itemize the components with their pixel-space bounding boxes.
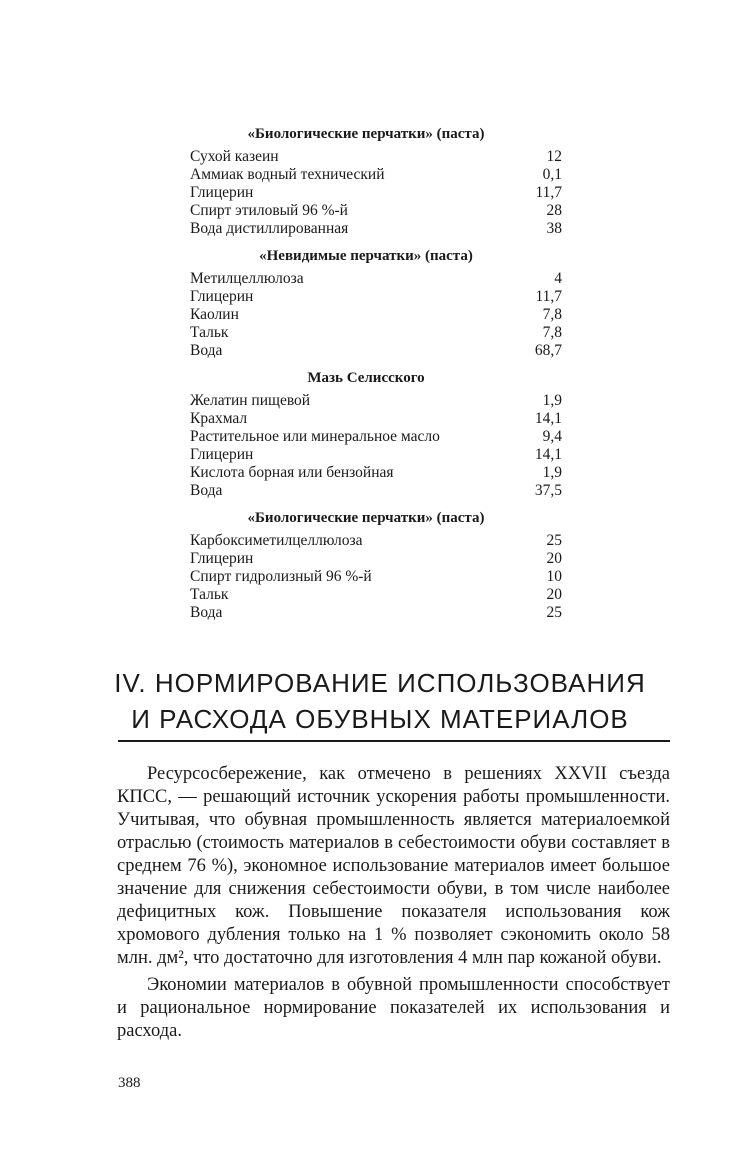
- recipe-block: [190, 246, 562, 360]
- ingredient-qty: 25: [546, 604, 562, 621]
- paragraph: Ресурсосбережение, как отмечено в решениях XXVII съезда КПСС, — решающий источник ускорения работы промышленности. Учитывая, что обувная промышленность является материалоемкой отраслью (стоимость материалов в себестоимости обуви составляет в среднем 76 %), экономное использование материалов имеет большое значение для снижения себестоимости обуви, в том числе наиболее дефицитных кож. Повышение показателя использования кож хромового дубления только на 1 % позволяет сэкономить около 58 млн. дм², что достаточно для изготовления 4 млн пар кожаной обуви.: [117, 764, 670, 968]
- ingredient-name: Каолин: [190, 306, 239, 323]
- ingredient-qty: 1,9: [542, 464, 562, 481]
- ingredient-qty: 0,1: [542, 166, 562, 183]
- ingredient-qty: 11,7: [535, 288, 562, 305]
- section-heading-line: IV. НОРМИРОВАНИЕ ИСПОЛЬЗОВАНИЯ: [114, 668, 646, 698]
- ingredient-name: Карбоксиметилцеллюлоза: [190, 532, 363, 549]
- recipe-row: [190, 532, 562, 550]
- ingredient-name: Крахмал: [190, 410, 248, 427]
- recipe-title: «Невидимые перчатки» (паста): [259, 248, 473, 264]
- ingredient-name: Тальк: [190, 586, 229, 603]
- ingredient-qty: 37,5: [534, 482, 562, 499]
- recipe-row: [190, 428, 562, 446]
- ingredient-name: Сухой казеин: [190, 148, 279, 165]
- recipe-row: [190, 482, 562, 500]
- ingredient-qty: 1,9: [542, 392, 562, 409]
- recipe-block: [190, 124, 562, 238]
- ingredient-qty: 12: [546, 148, 562, 165]
- recipe-row: [190, 324, 562, 342]
- recipe-row: [190, 270, 562, 288]
- ingredient-name: Вода: [190, 604, 223, 621]
- recipe-row: [190, 586, 562, 604]
- ingredient-qty: 11,7: [535, 184, 562, 201]
- recipe-row: [190, 148, 562, 166]
- ingredient-qty: 68,7: [534, 342, 562, 359]
- ingredient-qty: 20: [546, 550, 562, 567]
- ingredient-qty: 14,1: [534, 410, 562, 427]
- recipe-row: [190, 568, 562, 586]
- body-text: [117, 763, 670, 1043]
- page-number: 388: [118, 1075, 141, 1091]
- recipe-list: [190, 124, 562, 630]
- recipe-title: Мазь Селисского: [307, 370, 425, 386]
- recipe-row: [190, 550, 562, 568]
- recipe-row: [190, 220, 562, 238]
- ingredient-name: Глицерин: [190, 184, 254, 201]
- ingredient-qty: 7,8: [542, 306, 562, 323]
- ingredient-qty: 9,4: [542, 428, 562, 445]
- ingredient-name: Растительное или минеральное масло: [190, 428, 440, 445]
- recipe-row: [190, 202, 562, 220]
- ingredient-qty: 4: [554, 270, 562, 287]
- ingredient-qty: 25: [546, 532, 562, 549]
- ingredient-qty: 20: [546, 586, 562, 603]
- ingredient-qty: 14,1: [534, 446, 562, 463]
- recipe-title: «Биологические перчатки» (паста): [247, 126, 485, 142]
- section-divider: [118, 740, 670, 742]
- ingredient-qty: 7,8: [542, 324, 562, 341]
- ingredient-name: Спирт гидролизный 96 %-й: [190, 568, 372, 585]
- recipe-row: [190, 342, 562, 360]
- ingredient-name: Глицерин: [190, 550, 254, 567]
- ingredient-qty: 10: [546, 568, 562, 585]
- recipe-row: [190, 288, 562, 306]
- ingredient-qty: 28: [546, 202, 562, 219]
- paragraph: Экономии материалов в обувной промышленности способствует и рациональное нормирование показателей их использования и расхода.: [117, 975, 670, 1041]
- ingredient-name: Вода: [190, 482, 223, 499]
- recipe-row: [190, 166, 562, 184]
- recipe-row: [190, 306, 562, 324]
- ingredient-name: Тальк: [190, 324, 229, 341]
- ingredient-name: Вода дистиллированная: [190, 220, 349, 237]
- recipe-row: [190, 184, 562, 202]
- recipe-row: [190, 446, 562, 464]
- recipe-title: «Биологические перчатки» (паста): [247, 510, 485, 526]
- recipe-row: [190, 464, 562, 482]
- section-heading-line: И РАСХОДА ОБУВНЫХ МАТЕРИАЛОВ: [131, 704, 629, 734]
- ingredient-name: Вода: [190, 342, 223, 359]
- section-heading: [90, 665, 670, 737]
- recipe-row: [190, 392, 562, 410]
- ingredient-name: Спирт этиловый 96 %-й: [190, 202, 348, 219]
- ingredient-name: Аммиак водный технический: [190, 166, 385, 183]
- ingredient-name: Глицерин: [190, 446, 254, 463]
- ingredient-qty: 38: [546, 220, 562, 237]
- ingredient-name: Желатин пищевой: [190, 392, 311, 409]
- recipe-block: [190, 508, 562, 622]
- ingredient-name: Метилцеллюлоза: [190, 270, 304, 287]
- ingredient-name: Кислота борная или бензойная: [190, 464, 394, 481]
- recipe-row: [190, 604, 562, 622]
- ingredient-name: Глицерин: [190, 288, 254, 305]
- recipe-block: [190, 368, 562, 500]
- recipe-row: [190, 410, 562, 428]
